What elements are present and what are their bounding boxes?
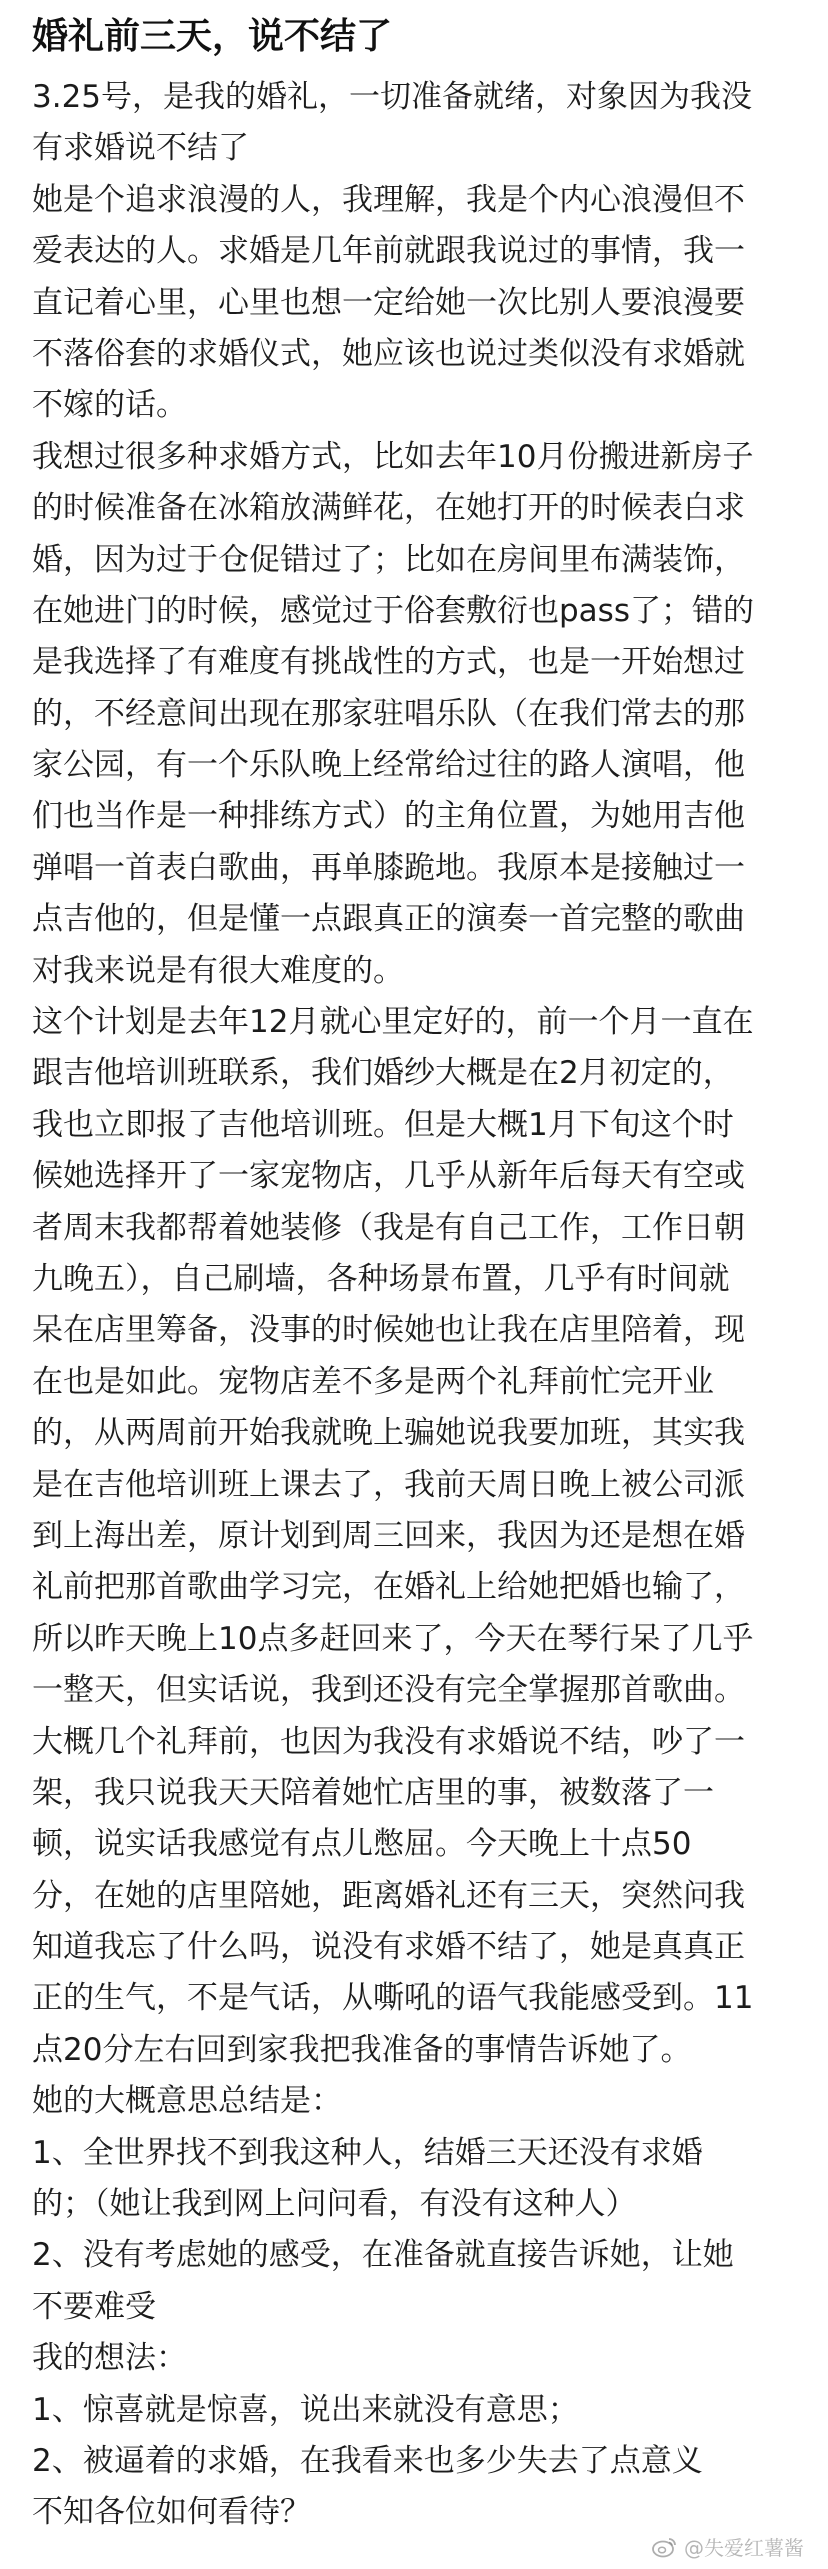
text-line: 对我来说是有很大难度的。	[32, 952, 404, 989]
text-line: 所以昨天晚上10点多赶回来了，今天在琴行呆了几乎	[32, 1620, 754, 1657]
text-line: 1、全世界找不到我这种人，结婚三天还没有求婚	[32, 2134, 703, 2171]
text-line: 她的大概意思总结是：	[32, 2083, 342, 2120]
text-line: 架，我只说我天天陪着她忙店里的事，被数落了一	[32, 1774, 714, 1811]
text-line: 2、被逼着的求婚，在我看来也多少失去了点意义	[32, 2442, 703, 2479]
text-line: 候她选择开了一家宠物店，几乎从新年后每天有空或	[32, 1158, 745, 1195]
text-line: 这个计划是去年12月就心里定好的，前一个月一直在	[32, 1004, 754, 1041]
text-line: 是在吉他培训班上课去了，我前天周日晚上被公司派	[32, 1466, 745, 1503]
text-line: 者周末我都帮着她装修（我是有自己工作，工作日朝	[32, 1209, 745, 1246]
watermark	[652, 2532, 804, 2561]
text-line: 到上海出差，原计划到周三回来，我因为还是想在婚	[32, 1517, 745, 1554]
text-line: 爱表达的人。求婚是几年前就跟我说过的事情，我一	[32, 233, 745, 270]
text-line: 是我选择了有难度有挑战性的方式，也是一开始想过	[32, 644, 745, 681]
text-line: 在她进门的时候，感觉过于俗套敷衍也pass了；错的	[32, 592, 754, 629]
text-line: 知道我忘了什么吗，说没有求婚不结了，她是真真正	[32, 1929, 745, 1966]
text-line: 她是个追求浪漫的人，我理解，我是个内心浪漫但不	[32, 181, 745, 218]
text-line: 的，从两周前开始我就晚上骗她说我要加班，其实我	[32, 1415, 745, 1452]
text-line: 我也立即报了吉他培训班。但是大概1月下旬这个时	[32, 1106, 734, 1143]
text-line: 的；（她让我到网上问问看，有没有这种人）	[32, 2186, 637, 2223]
text-line: 家公园，有一个乐队晚上经常给过往的路人演唱，他	[32, 747, 745, 784]
text-line: 有求婚说不结了	[32, 130, 249, 167]
text-line: 不落俗套的求婚仪式，她应该也说过类似没有求婚就	[32, 335, 745, 372]
text-line: 一整天，但实话说，我到还没有完全掌握那首歌曲。	[32, 1672, 745, 1709]
text-line: 正的生气，不是气话，从嘶吼的语气我能感受到。11	[32, 1980, 754, 2017]
text-line: 礼前把那首歌曲学习完，在婚礼上给她把婚也输了，	[32, 1569, 745, 1606]
text-line: 我的想法：	[32, 2340, 187, 2377]
text-line: 顿，说实话我感觉有点儿憋屈。今天晚上十点50	[32, 1826, 692, 1863]
text-line: 的，不经意间出现在那家驻唱乐队（在我们常去的那	[32, 695, 745, 732]
text-line: 不嫁的话。	[32, 387, 187, 424]
text-line: 在也是如此。宠物店差不多是两个礼拜前忙完开业	[32, 1363, 714, 1400]
text-line: 我想过很多种求婚方式，比如去年10月份搬进新房子	[32, 438, 754, 475]
post-title: 婚礼前三天，说不结了	[32, 16, 393, 57]
text-line: 大概几个礼拜前，也因为我没有求婚说不结，吵了一	[32, 1723, 745, 1760]
text-line: 的时候准备在冰箱放满鲜花，在她打开的时候表白求	[32, 490, 745, 527]
text-line: 不知各位如何看待？	[32, 2494, 311, 2531]
text-line: 点吉他的，但是懂一点跟真正的演奏一首完整的歌曲	[32, 901, 745, 938]
text-line: 婚，因为过于仓促错过了；比如在房间里布满装饰，	[32, 541, 745, 578]
text-line: 九晚五），自己刷墙，各种场景布置，几乎有时间就	[32, 1260, 730, 1297]
text-line: 不要难受	[32, 2288, 156, 2325]
text-line: 们也当作是一种排练方式）的主角位置，为她用吉他	[32, 798, 745, 835]
text-line: 跟吉他培训班联系，我们婚纱大概是在2月初定的，	[32, 1055, 734, 1092]
text-line: 点20分左右回到家我把我准备的事情告诉她了。	[32, 2031, 692, 2068]
weibo-icon	[652, 2536, 678, 2558]
text-line: 1、惊喜就是惊喜，说出来就没有意思；	[32, 2391, 579, 2428]
text-line: 2、没有考虑她的感受，在准备就直接告诉她，让她	[32, 2237, 734, 2274]
text-line: 呆在店里筹备，没事的时候她也让我在店里陪着，现	[32, 1312, 745, 1349]
text-line: 直记着心里，心里也想一定给她一次比别人要浪漫要	[32, 284, 745, 321]
text-line: 3.25号，是我的婚礼，一切准备就绪，对象因为我没	[32, 79, 753, 115]
watermark-text: @失爱红薯酱	[684, 2536, 804, 2560]
post-body	[32, 72, 812, 2539]
text-line: 分，在她的店里陪她，距离婚礼还有三天，突然问我	[32, 1877, 745, 1914]
text-line: 弹唱一首表白歌曲，再单膝跪地。我原本是接触过一	[32, 849, 745, 886]
